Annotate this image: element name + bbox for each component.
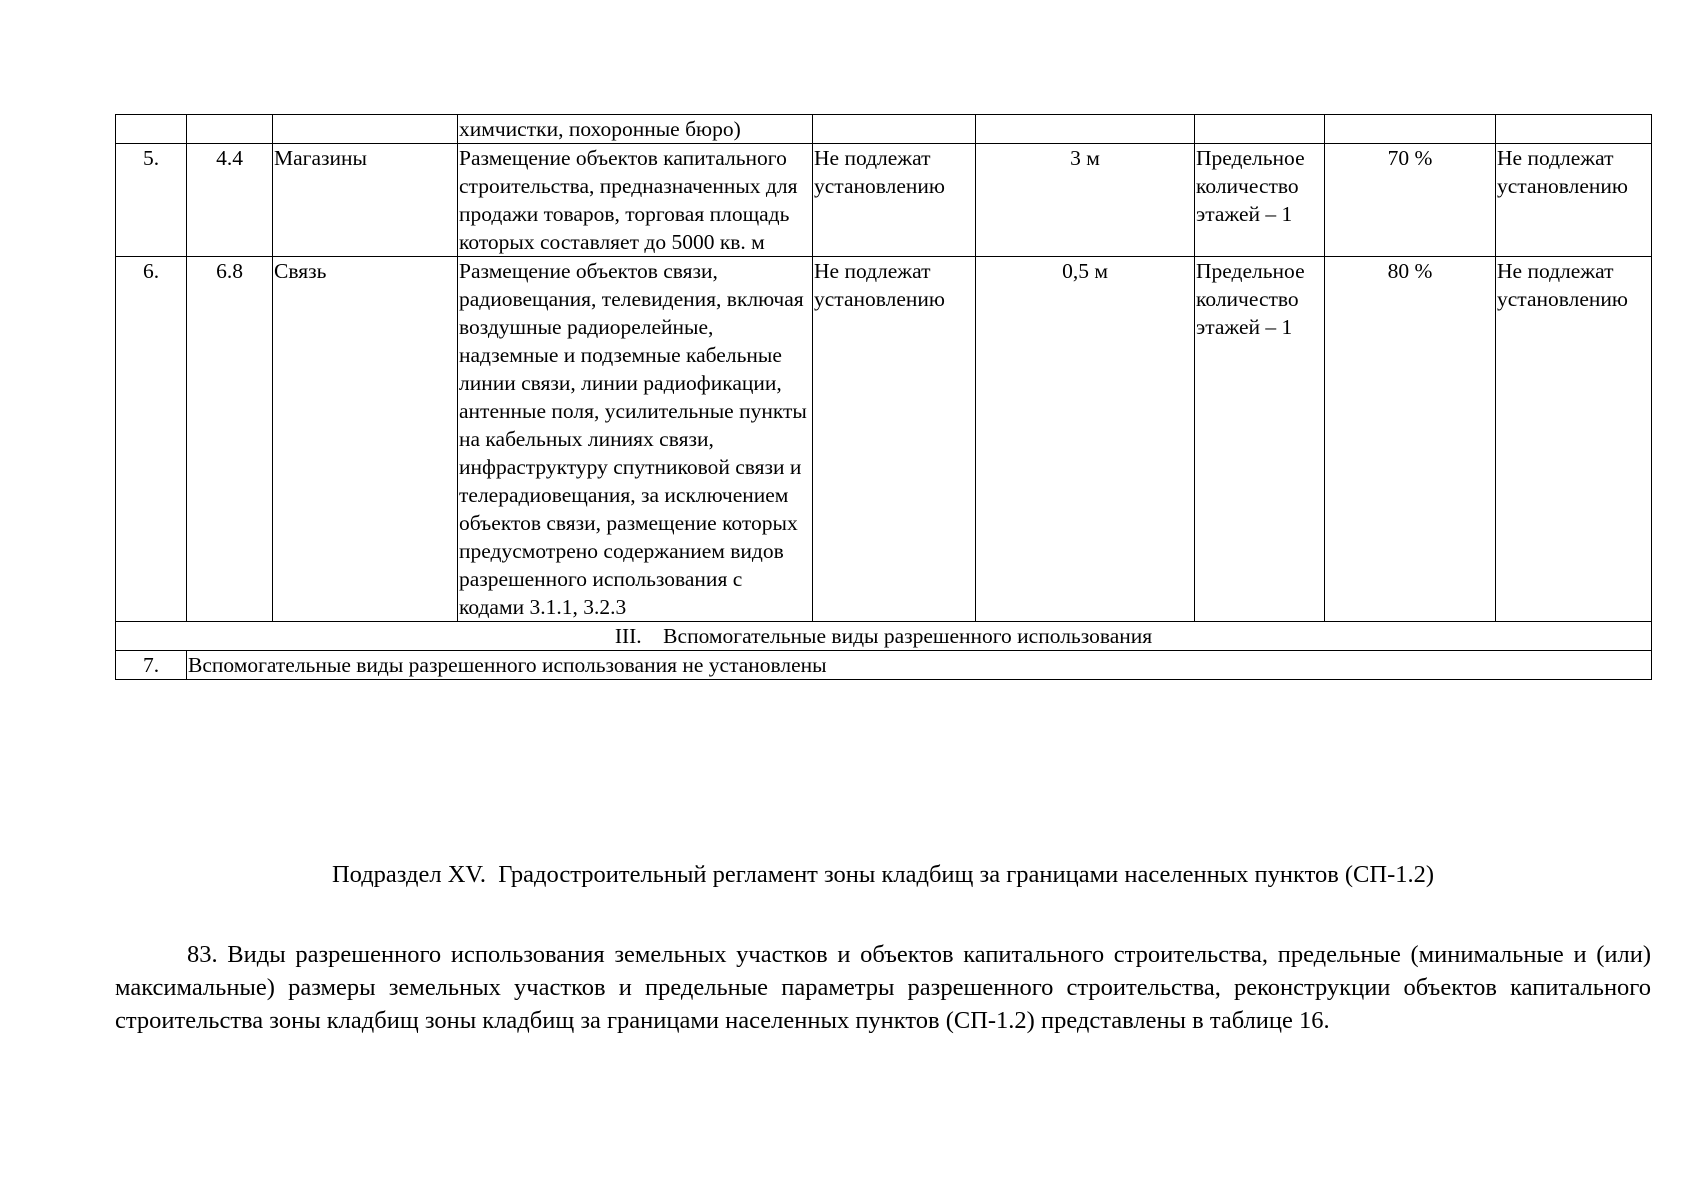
cell-other: Не подлежат установлению — [1496, 257, 1652, 622]
cell-coverage: 80 % — [1325, 257, 1496, 622]
table-row — [116, 651, 1652, 680]
cell-description: Размещение объектов капитального строительства, предназначенных для продажи товаров, торговая площадь которых составляет до 5000 кв. м — [458, 144, 813, 257]
cell-other: Не подлежат установлению — [1496, 144, 1652, 257]
cell-empty — [1325, 115, 1496, 144]
cell-empty — [1496, 115, 1652, 144]
cell-setback: 0,5 м — [976, 257, 1195, 622]
table-row — [116, 257, 1652, 622]
cell-description: Размещение объектов связи, радиовещания, телевидения, включая воздушные радиорелейные, надземные и подземные кабельные линии связи, линии радиофикации, антенные поля, усилительные пункты на кабельных линиях связи, инфраструктуру спутниковой связи и телерадиовещания, за исключением объектов связи, размещение которых предусмотрено содержанием видов разрешенного использования с кодами 3.1.1, 3.2.3 — [458, 257, 813, 622]
cell-empty — [976, 115, 1195, 144]
cell-plot-size: Не подлежат установлению — [813, 144, 976, 257]
body-paragraph: 83. Виды разрешенного использования земельных участков и объектов капитального строительства, предельные (минимальные и (или) максимальные) размеры земельных участков и предельные параметры разрешенного строительства, реконструкции объектов капитального строительства зоны кладбищ зоны кладбищ за границами населенных пунктов (СП-1.2) представлены в таблице 16. — [115, 941, 1651, 1034]
section-header-row — [116, 622, 1652, 651]
cell-empty — [273, 115, 458, 144]
cell-empty — [116, 115, 187, 144]
cell-plot-size: Не подлежат установлению — [813, 257, 976, 622]
section-header: III. Вспомогательные виды разрешенного использования — [116, 622, 1652, 651]
cell-floors: Предельное количество этажей – 1 — [1195, 257, 1325, 622]
cell-setback: 3 м — [976, 144, 1195, 257]
cell-code: 6.8 — [187, 257, 273, 622]
continuation-row — [116, 115, 1652, 144]
subsection-title: Подраздел XV. Градостроительный регламент зоны кладбищ за границами населенных пунктов (СП-1.2) — [331, 861, 1435, 888]
cell-floors: Предельное количество этажей – 1 — [1195, 144, 1325, 257]
cell-use-name: Магазины — [273, 144, 458, 257]
cell-coverage: 70 % — [1325, 144, 1496, 257]
cell-description: химчистки, похоронные бюро) — [458, 115, 813, 144]
cell-empty — [1195, 115, 1325, 144]
cell-empty — [187, 115, 273, 144]
cell-number: 7. — [116, 651, 187, 680]
cell-use-name: Связь — [273, 257, 458, 622]
table-row — [116, 144, 1652, 257]
cell-empty — [813, 115, 976, 144]
cell-number: 5. — [116, 144, 187, 257]
regulation-table — [115, 114, 1652, 680]
cell-number: 6. — [116, 257, 187, 622]
cell-note: Вспомогательные виды разрешенного использования не установлены — [187, 651, 1652, 680]
cell-code: 4.4 — [187, 144, 273, 257]
